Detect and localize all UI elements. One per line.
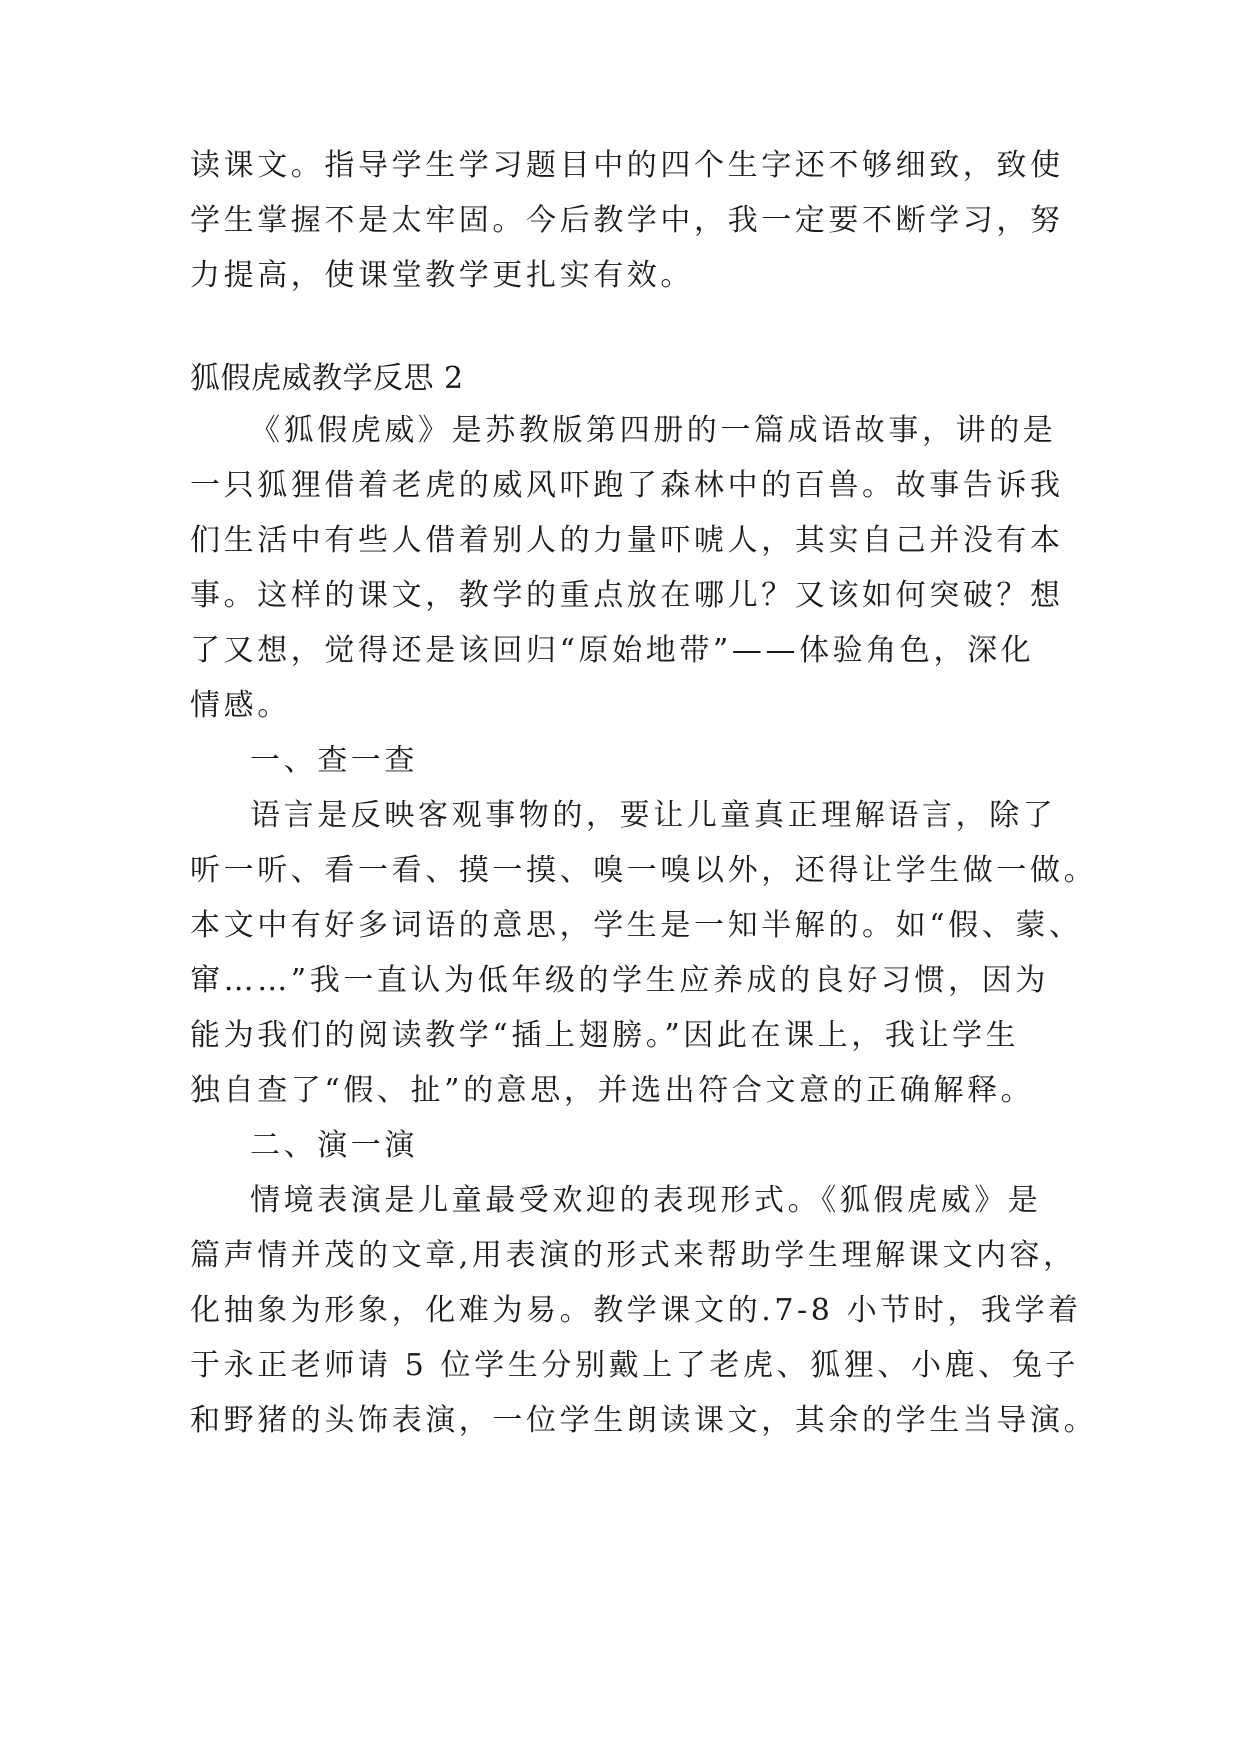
paragraph2-line-3: 本文中有好多词语的意思，学生是一知半解的。如“假、蒙、: [190, 908, 1083, 943]
paragraph3-line-3: 化抽象为形象，化难为易。教学课文的.7-8 小节时，我学着: [190, 1293, 1082, 1328]
paragraph1-line-5: 了又想，觉得还是该回归“原始地带”——体验角色，深化: [190, 633, 1035, 668]
paragraph3-line-4: 于永正老师请 5 位学生分别戴上了老虎、狐狸、小鹿、兔子: [190, 1348, 1079, 1383]
paragraph3-line-2: 篇声情并茂的文章,用表演的形式来帮助学生理解课文内容，: [190, 1238, 1077, 1273]
paragraph2-line-1: 语言是反映客观事物的，要让儿童真正理解语言，除了: [250, 798, 1057, 833]
paragraph1-line-3: 们生活中有些人借着别人的力量吓唬人，其实自己并没有本: [190, 523, 1064, 558]
paragraph2-line-6: 独自查了“假、扯”的意思，并选出符合文意的正确解释。: [190, 1073, 1035, 1108]
intro-line-1: 读课文。指导学生学习题目中的四个生字还不够细致，致使: [190, 148, 1064, 183]
paragraph1-line-4: 事。这样的课文，教学的重点放在哪儿？又该如何突破？想: [190, 578, 1064, 613]
paragraph3-line-5: 和野猪的头饰表演，一位学生朗读课文，其余的学生当导演。: [190, 1403, 1098, 1438]
intro-line-2: 学生掌握不是太牢固。今后教学中，我一定要不断学习，努: [190, 203, 1064, 238]
intro-line-3: 力提高，使课堂教学更扎实有效。: [190, 258, 694, 293]
paragraph1-line-2: 一只狐狸借着老虎的威风吓跑了森林中的百兽。故事告诉我: [190, 468, 1064, 503]
heading-check: 一、查一查: [250, 743, 418, 778]
paragraph3-line-1: 情境表演是儿童最受欢迎的表现形式。《狐假虎威》是: [250, 1183, 1042, 1218]
paragraph2-line-2: 听一听、看一看、摸一摸、嗅一嗅以外，还得让学生做一做。: [190, 853, 1098, 888]
document-page: [190, 0, 1098, 1754]
paragraph2-line-5: 能为我们的阅读教学“插上翅膀。”因此在课上，我让学生: [190, 1018, 1020, 1053]
paragraph1-line-6: 情感。: [190, 688, 291, 723]
paragraph2-line-4: 窜……”我一直认为低年级的学生应养成的良好习惯，因为: [190, 963, 1049, 998]
heading-act: 二、演一演: [250, 1128, 418, 1163]
section-title: 狐假虎威教学反思 2: [190, 361, 464, 396]
paragraph1-line-1: 《狐假虎威》是苏教版第四册的一篇成语故事，讲的是: [250, 413, 1057, 448]
